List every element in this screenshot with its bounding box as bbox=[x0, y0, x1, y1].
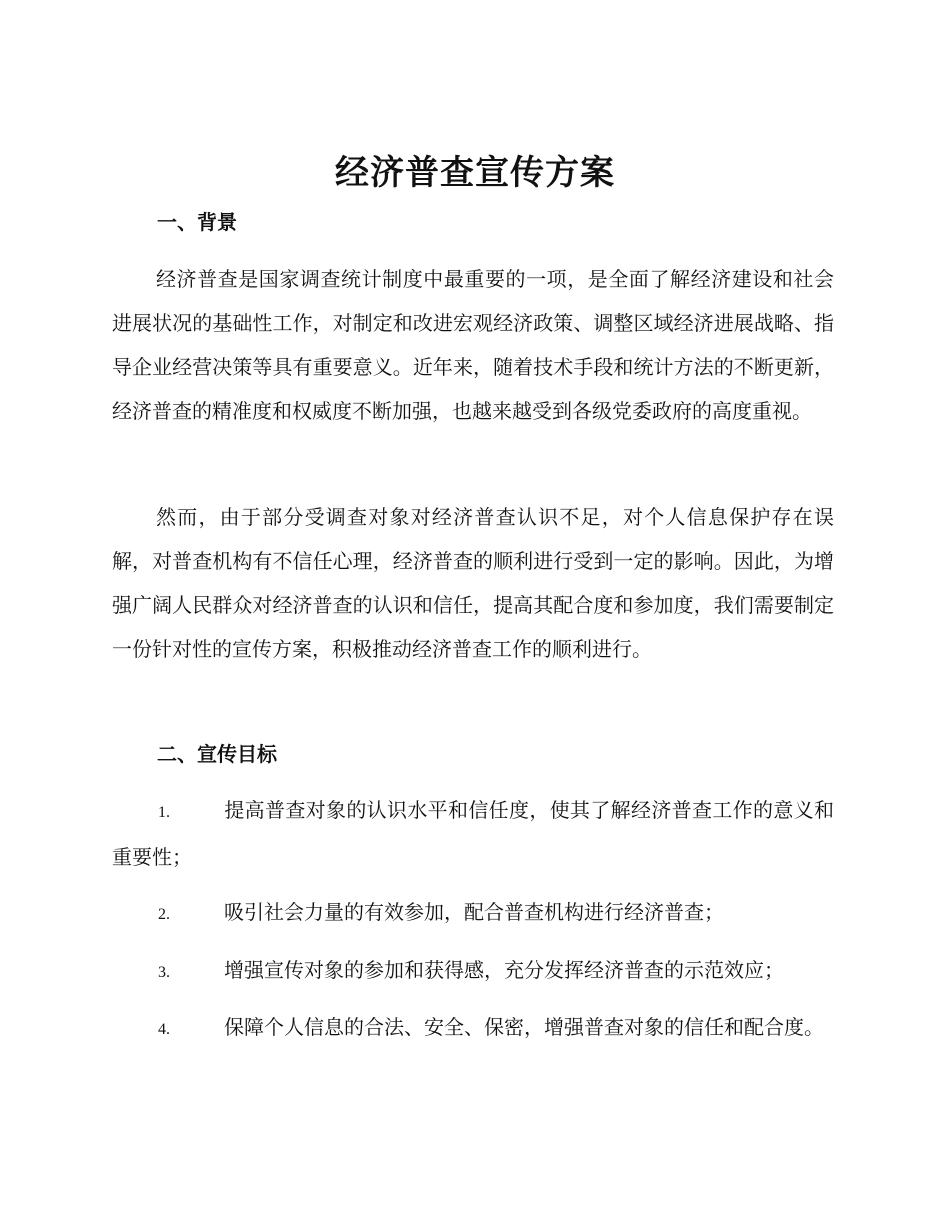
goal-list-text: 增强宣传对象的参加和获得感，充分发挥经济普查的示范效应； bbox=[224, 958, 784, 982]
goal-list-text: 提高普查对象的认识水平和信任度，使其了解经济普查工作的意义和重要性； bbox=[112, 798, 834, 869]
goal-list-item-3 bbox=[112, 948, 834, 995]
goal-list-item-2 bbox=[112, 890, 834, 937]
document-title: 经济普查宣传方案 bbox=[335, 153, 615, 193]
section-heading-background: 一、背景 bbox=[157, 210, 237, 234]
goal-list-number: 3. bbox=[158, 964, 170, 981]
section-heading-goals: 二、宣传目标 bbox=[157, 742, 277, 766]
goal-list-text: 保障个人信息的合法、安全、保密，增强普查对象的信任和配合度。 bbox=[224, 1015, 824, 1039]
background-paragraph-2: 然而，由于部分受调查对象对经济普查认识不足，对个人信息保护存在误解，对普查机构有不信任心理，经济普查的顺利进行受到一定的影响。因此，为增强广阔人民群众对经济普查的认识和信任，提高其配合度和参加度，我们需要制定一份针对性的宣传方案，积极推动经济普查工作的顺利进行。 bbox=[112, 505, 834, 661]
goal-list-item-4 bbox=[112, 1005, 834, 1052]
goal-list-item-1 bbox=[112, 788, 834, 879]
goal-list-number: 1. bbox=[158, 804, 170, 821]
background-paragraph-1: 经济普查是国家调查统计制度中最重要的一项，是全面了解经济建设和社会进展状况的基础性工作，对制定和改进宏观经济政策、调整区域经济进展战略、指导企业经营决策等具有重要意义。近年来，随着技术手段和统计方法的不断更新，经济普查的精准度和权威度不断加强，也越来越受到各级党委政府的高度重视。 bbox=[112, 267, 834, 423]
goal-list-number: 4. bbox=[158, 1021, 170, 1038]
goal-list-number: 2. bbox=[158, 906, 170, 923]
goal-list-text: 吸引社会力量的有效参加，配合普查机构进行经济普查； bbox=[224, 900, 724, 924]
